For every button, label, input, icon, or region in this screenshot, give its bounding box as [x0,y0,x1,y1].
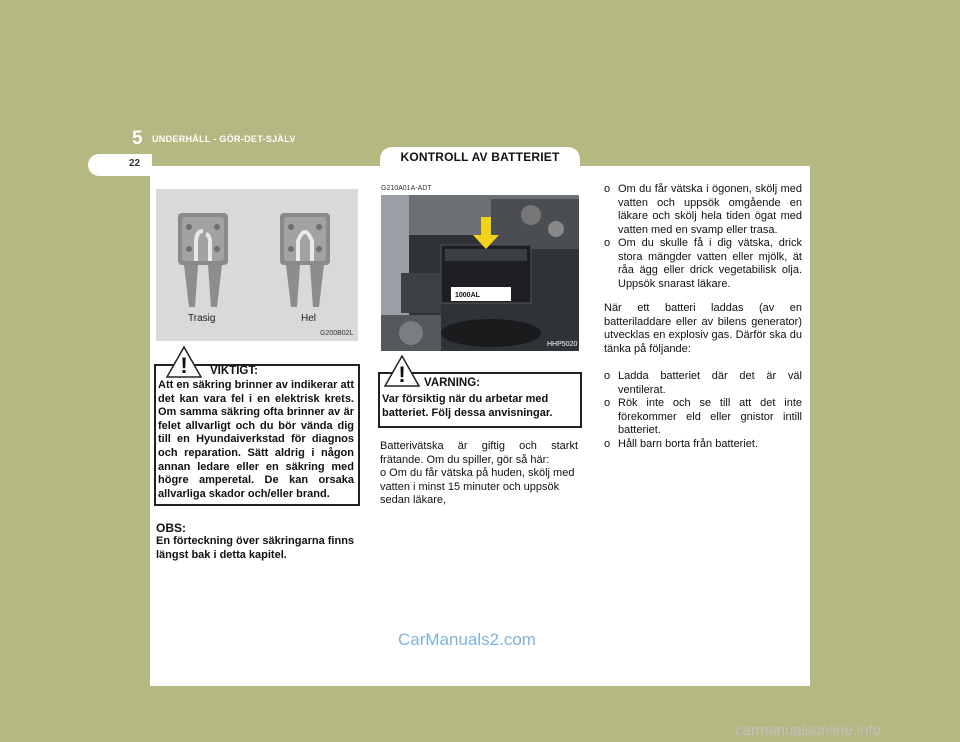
right-column [604,183,802,451]
list-item-text: Om du får vätska i ögonen, skölj med vatten och uppsök omgående en läkare och skölj hela tiden ögat med vatten med en svamp eller trasa. [618,183,802,236]
warning-text: Var försiktig när du arbetar med batteriet. Följ dessa anvisningar. [382,393,553,419]
bullet: o [604,397,611,409]
list-item-text: Om du skulle få i dig vätska, drick stora mängder vatten eller mjölk, ät råa ägg eller drick vegetabilisk olja. Uppsök snarast läkare. [618,237,802,290]
list-item-text: Håll barn borta från batteriet. [618,437,759,450]
list-item [604,237,802,291]
broken-fuse [178,213,228,307]
svg-text:!: ! [398,362,406,387]
list-item [604,397,802,438]
bullet: o [604,437,611,450]
page-number: 22 [129,158,141,169]
chapter-title: UNDERHÅLL - GÖR-DET-SJÄLV [152,134,296,144]
list-item [604,438,802,452]
battery-photo [381,195,579,351]
page-number-tab [88,154,152,176]
fuse-illustration [156,189,358,341]
middle-list-item: o Om du får vätska på huden, skölj med vatten i minst 15 minuter och uppsök sedan läkare, [380,467,575,506]
section-title: KONTROLL AV BATTERIET [400,150,560,164]
middle-paragraph: Batterivätska är giftig och starkt frätande. Om du spiller, gör så här: [380,440,578,466]
watermark-carmanuals2[interactable]: CarManuals2.com [398,630,536,649]
right-paragraph: När ett batteri laddas (av en batteriladdare eller av bilens generator) utvecklas en explosiv gas. Därför ska du tänka på följande: [604,302,802,355]
photo-ref-code: G210A01A-ADT [381,185,432,192]
note-text: En förteckning över säkringarna finns längst bak i detta kapitel. [156,535,355,561]
warning-triangle-icon [384,355,420,387]
list-item-text: Ladda batteriet där det är väl ventilerat. [618,370,802,396]
bullet: o [604,183,611,195]
chapter-number: 5 [132,128,143,149]
bullet: o [604,370,611,382]
figure-code: G200B02L [320,330,354,337]
fuse-figure [156,189,358,341]
engine-bay-illustration [381,195,579,351]
photo-code: HHP5020 [547,341,578,348]
broken-fuse-label: Trasig [188,313,216,324]
important-heading: VIKTIGT: [210,365,258,377]
list-item-text: Rök inte och se till att det inte förekommer eld eller gnistor intill batteriet. [618,397,802,436]
list-item [604,370,802,397]
bullet: o [604,237,611,249]
warning-triangle-icon [166,346,202,378]
important-text: Att en säkring brinner av indikerar att det kan vara fel i en elektrisk krets. Om samma säkring ofta brinner av är felet allvarligt och du bör vända dig till en Hyundaiverkstad för diagnos och reparation. Sätt aldrig i någon annan ledare eller en säkring med högre amperetal. De kan orsaka allvarliga skador och/eller brand. [158,379,354,500]
warning-heading: VARNING: [424,377,481,389]
intact-fuse-label: Hel [301,313,317,324]
intact-fuse [280,213,330,307]
battery-label: 1000AL [455,292,480,299]
list-item [604,183,802,237]
note-heading: OBS: [156,521,186,535]
svg-text:!: ! [180,353,188,378]
watermark-carmanualsonline[interactable]: carmanualsonline.info [735,722,881,739]
